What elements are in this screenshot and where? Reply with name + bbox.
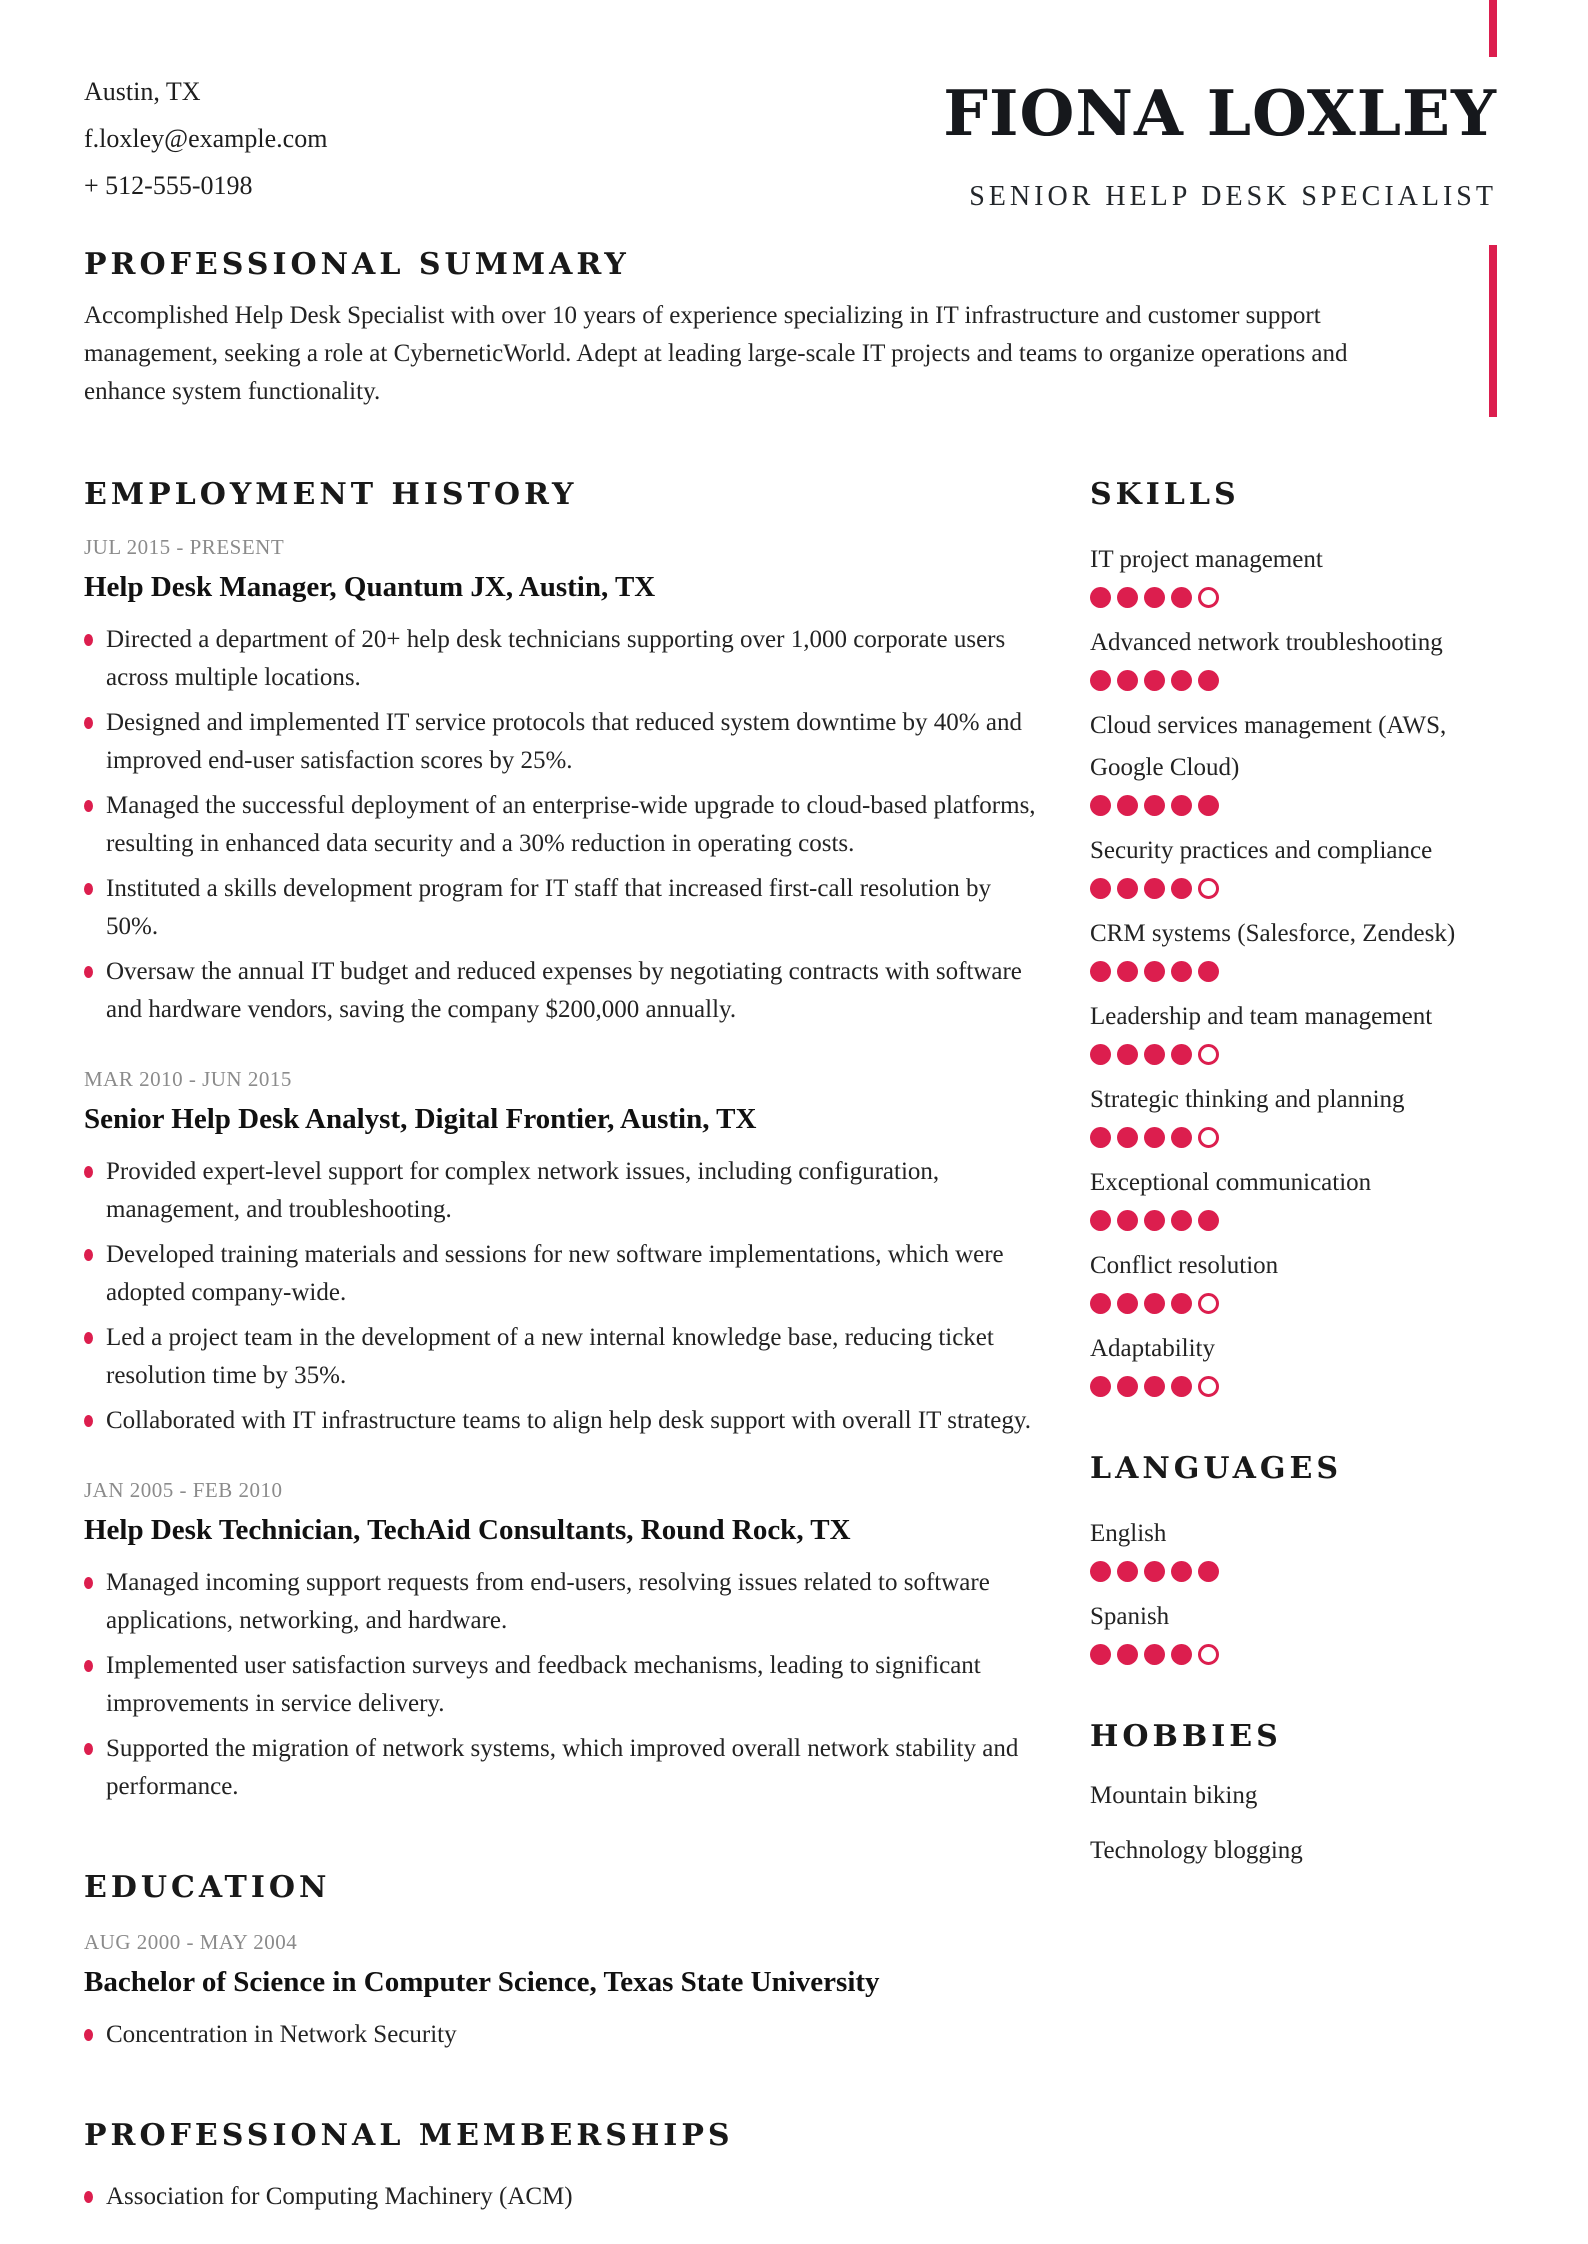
- job-title: Help Desk Manager, Quantum JX, Austin, TX: [84, 571, 656, 603]
- summary-text: Accomplished Help Desk Specialist with over 10 years of experience specializing in IT infrastructure and customer support management, seeking a role at CyberneticWorld. Adept at leading large-scale IT projects and teams to organize operations and enhance system functionality.: [84, 302, 1348, 405]
- skill-item-rating: [1090, 961, 1497, 982]
- summary-section: [84, 247, 1497, 411]
- identity-block: [943, 62, 1497, 211]
- bullet-text: Directed a department of 20+ help desk technicians supporting over 1,000 corporate users across multiple locations.: [106, 626, 1006, 691]
- rating-dot-filled-icon: [1090, 878, 1111, 899]
- skill-item-label: Security practices and compliance: [1090, 837, 1433, 864]
- rating-dot-filled-icon: [1171, 1210, 1192, 1231]
- job-entry: [84, 533, 1044, 1029]
- skill-item-label: Strategic thinking and planning: [1090, 1086, 1405, 1113]
- memberships-section: [84, 2118, 1044, 2216]
- education-bullets: [84, 2016, 1044, 2054]
- language-item-rating: [1090, 1561, 1497, 1582]
- rating-dot-filled-icon: [1144, 1376, 1165, 1397]
- rating-dot-empty-icon: [1198, 587, 1219, 608]
- person-name: FIONA LOXLEY: [943, 76, 1497, 150]
- memberships-heading: PROFESSIONAL MEMBERSHIPS: [84, 2118, 734, 2153]
- hobbies-list: [1090, 1777, 1497, 1870]
- skill-item-label: CRM systems (Salesforce, Zendesk): [1090, 920, 1456, 947]
- left-column: [84, 477, 1044, 2223]
- languages-list: [1090, 1513, 1497, 1665]
- bullet-text: Collaborated with IT infrastructure teams to align help desk support with overall IT strategy.: [106, 1407, 1031, 1434]
- rating-dot-filled-icon: [1117, 1644, 1138, 1665]
- list-item: [84, 953, 1044, 1029]
- skill-item: [1090, 996, 1497, 1065]
- language-item: [1090, 1513, 1497, 1582]
- rating-dot-filled-icon: [1198, 1561, 1219, 1582]
- language-item-label: Spanish: [1090, 1603, 1170, 1630]
- rating-dot-filled-icon: [1198, 1210, 1219, 1231]
- job-title: Senior Help Desk Analyst, Digital Frontier, Austin, TX: [84, 1103, 757, 1135]
- rating-dot-filled-icon: [1144, 1210, 1165, 1231]
- skill-item-rating: [1090, 587, 1497, 608]
- skill-item: [1090, 1079, 1497, 1148]
- list-item: [84, 1647, 1044, 1723]
- skill-item-label: IT project management: [1090, 546, 1323, 573]
- education-heading: EDUCATION: [84, 1870, 331, 1905]
- skill-item-rating: [1090, 878, 1497, 899]
- bullet-icon: [84, 1166, 93, 1178]
- rating-dot-filled-icon: [1117, 1293, 1138, 1314]
- rating-dot-filled-icon: [1144, 1127, 1165, 1148]
- contact-phone: + 512-555-0198: [84, 171, 253, 200]
- employment-section: [84, 477, 1044, 1806]
- skill-item-label: Conflict resolution: [1090, 1252, 1279, 1279]
- rating-dot-filled-icon: [1171, 670, 1192, 691]
- accent-bar-side-icon: [1489, 245, 1497, 417]
- contact-location: Austin, TX: [84, 77, 201, 106]
- jobs-list: [84, 533, 1044, 1806]
- list-item: [84, 621, 1044, 697]
- rating-dot-empty-icon: [1198, 878, 1219, 899]
- rating-dot-filled-icon: [1171, 587, 1192, 608]
- list-item: [84, 1730, 1044, 1806]
- bullet-icon: [84, 1577, 93, 1589]
- contact-block: [84, 62, 327, 211]
- bullet-text: Led a project team in the development of a new internal knowledge base, reducing ticket resolution time by 35%.: [106, 1324, 994, 1389]
- bullet-icon: [84, 2029, 93, 2041]
- rating-dot-filled-icon: [1144, 878, 1165, 899]
- bullet-text: Managed incoming support requests from end-users, resolving issues related to software applications, networking, and hardware.: [106, 1569, 990, 1634]
- hobby-item: Mountain biking: [1090, 1782, 1258, 1809]
- job-dates: MAR 2010 - JUN 2015: [84, 1067, 292, 1091]
- bullet-text: Supported the migration of network systems, which improved overall network stability and performance.: [106, 1735, 1019, 1800]
- rating-dot-filled-icon: [1171, 1561, 1192, 1582]
- rating-dot-filled-icon: [1117, 878, 1138, 899]
- list-item: [84, 787, 1044, 863]
- rating-dot-empty-icon: [1198, 1127, 1219, 1148]
- bullet-text: Concentration in Network Security: [106, 2021, 457, 2048]
- rating-dot-filled-icon: [1117, 1044, 1138, 1065]
- rating-dot-filled-icon: [1144, 795, 1165, 816]
- rating-dot-filled-icon: [1171, 1376, 1192, 1397]
- rating-dot-filled-icon: [1090, 1044, 1111, 1065]
- rating-dot-filled-icon: [1090, 795, 1111, 816]
- list-item: [84, 704, 1044, 780]
- language-item-rating: [1090, 1644, 1497, 1665]
- skill-item-label: Exceptional communication: [1090, 1169, 1372, 1196]
- rating-dot-filled-icon: [1144, 961, 1165, 982]
- list-item: [84, 1153, 1044, 1229]
- skill-item: [1090, 705, 1497, 816]
- skill-item-rating: [1090, 670, 1497, 691]
- skill-item-label: Adaptability: [1090, 1335, 1215, 1362]
- rating-dot-filled-icon: [1090, 1561, 1111, 1582]
- list-item: [84, 870, 1044, 946]
- languages-section: [1090, 1451, 1497, 1665]
- job-bullets: [84, 1564, 1044, 1806]
- rating-dot-filled-icon: [1198, 961, 1219, 982]
- job-entry: [84, 1065, 1044, 1440]
- rating-dot-filled-icon: [1171, 961, 1192, 982]
- rating-dot-filled-icon: [1090, 1376, 1111, 1397]
- rating-dot-filled-icon: [1171, 1644, 1192, 1665]
- job-entry: [84, 1476, 1044, 1806]
- skill-item: [1090, 1162, 1497, 1231]
- skill-item: [1090, 913, 1497, 982]
- rating-dot-filled-icon: [1117, 1210, 1138, 1231]
- skill-item: [1090, 1328, 1497, 1397]
- summary-heading: PROFESSIONAL SUMMARY: [84, 247, 630, 282]
- rating-dot-filled-icon: [1117, 1561, 1138, 1582]
- bullet-icon: [84, 1743, 93, 1755]
- job-bullets: [84, 621, 1044, 1029]
- bullet-text: Association for Computing Machinery (ACM): [106, 2183, 573, 2210]
- bullet-text: Oversaw the annual IT budget and reduced expenses by negotiating contracts with software and hardware vendors, saving the company $200,000 annually.: [106, 958, 1022, 1023]
- language-item-label: English: [1090, 1520, 1167, 1547]
- rating-dot-filled-icon: [1171, 1044, 1192, 1065]
- skill-item-label: Leadership and team management: [1090, 1003, 1433, 1030]
- skill-item: [1090, 1245, 1497, 1314]
- hobbies-heading: HOBBIES: [1090, 1719, 1282, 1754]
- rating-dot-filled-icon: [1117, 961, 1138, 982]
- rating-dot-filled-icon: [1198, 795, 1219, 816]
- rating-dot-filled-icon: [1090, 1127, 1111, 1148]
- rating-dot-filled-icon: [1117, 1376, 1138, 1397]
- education-degree: Bachelor of Science in Computer Science, Texas State University: [84, 1966, 880, 1998]
- rating-dot-filled-icon: [1117, 670, 1138, 691]
- rating-dot-filled-icon: [1171, 795, 1192, 816]
- bullet-text: Implemented user satisfaction surveys and feedback mechanisms, leading to significant improvements in service delivery.: [106, 1652, 981, 1717]
- skills-list: [1090, 539, 1497, 1397]
- rating-dot-filled-icon: [1144, 587, 1165, 608]
- job-bullets: [84, 1153, 1044, 1440]
- right-column: [1090, 477, 1497, 2223]
- bullet-text: Provided expert-level support for complex network issues, including configuration, management, and troubleshooting.: [106, 1158, 940, 1223]
- rating-dot-filled-icon: [1090, 961, 1111, 982]
- bullet-icon: [84, 883, 93, 895]
- bullet-icon: [84, 1332, 93, 1344]
- skill-item: [1090, 539, 1497, 608]
- rating-dot-empty-icon: [1198, 1644, 1219, 1665]
- skill-item-rating: [1090, 1293, 1497, 1314]
- bullet-icon: [84, 800, 93, 812]
- accent-bar-top-icon: [1489, 0, 1497, 57]
- list-item: [84, 1319, 1044, 1395]
- bullet-icon: [84, 1415, 93, 1427]
- hobbies-section: [1090, 1719, 1497, 1870]
- bullet-text: Designed and implemented IT service protocols that reduced system downtime by 40% and improved end-user satisfaction scores by 25%.: [106, 709, 1022, 774]
- skill-item: [1090, 830, 1497, 899]
- job-dates: JUL 2015 - PRESENT: [84, 535, 285, 559]
- bullet-icon: [84, 717, 93, 729]
- person-title: SENIOR HELP DESK SPECIALIST: [969, 181, 1497, 212]
- rating-dot-filled-icon: [1090, 1210, 1111, 1231]
- rating-dot-filled-icon: [1144, 1293, 1165, 1314]
- bullet-icon: [84, 2191, 93, 2203]
- bullet-icon: [84, 1249, 93, 1261]
- education-entry: [84, 1928, 1044, 2054]
- rating-dot-filled-icon: [1171, 1127, 1192, 1148]
- bullet-icon: [84, 634, 93, 646]
- rating-dot-empty-icon: [1198, 1376, 1219, 1397]
- bullet-text: Managed the successful deployment of an enterprise-wide upgrade to cloud-based platforms, resulting in enhanced data security and a 30% reduction in operating costs.: [106, 792, 1036, 857]
- list-item: [84, 2178, 1044, 2216]
- rating-dot-filled-icon: [1090, 670, 1111, 691]
- bullet-icon: [84, 1660, 93, 1672]
- skill-item-rating: [1090, 1127, 1497, 1148]
- rating-dot-filled-icon: [1144, 670, 1165, 691]
- bullet-text: Instituted a skills development program for IT staff that increased first-call resolution by 50%.: [106, 875, 991, 940]
- rating-dot-filled-icon: [1090, 587, 1111, 608]
- language-item: [1090, 1596, 1497, 1665]
- list-item: [84, 1564, 1044, 1640]
- list-item: [84, 1402, 1044, 1440]
- skill-item-rating: [1090, 1376, 1497, 1397]
- rating-dot-filled-icon: [1117, 795, 1138, 816]
- content-columns: [84, 477, 1497, 2223]
- job-title: Help Desk Technician, TechAid Consultants, Round Rock, TX: [84, 1514, 851, 1546]
- list-item: [84, 1236, 1044, 1312]
- rating-dot-filled-icon: [1171, 878, 1192, 899]
- skill-item-label: Cloud services management (AWS, Google Cloud): [1090, 712, 1447, 781]
- rating-dot-filled-icon: [1144, 1561, 1165, 1582]
- contact-email: f.loxley@example.com: [84, 124, 328, 153]
- skill-item: [1090, 622, 1497, 691]
- rating-dot-filled-icon: [1144, 1644, 1165, 1665]
- rating-dot-filled-icon: [1117, 587, 1138, 608]
- rating-dot-filled-icon: [1198, 670, 1219, 691]
- rating-dot-empty-icon: [1198, 1293, 1219, 1314]
- education-dates: AUG 2000 - MAY 2004: [84, 1930, 298, 1954]
- job-dates: JAN 2005 - FEB 2010: [84, 1478, 283, 1502]
- rating-dot-filled-icon: [1090, 1293, 1111, 1314]
- skill-item-rating: [1090, 1044, 1497, 1065]
- education-section: [84, 1870, 1044, 2054]
- skills-heading: SKILLS: [1090, 477, 1240, 512]
- bullet-text: Developed training materials and sessions for new software implementations, which were adopted company-wide.: [106, 1241, 1004, 1306]
- rating-dot-filled-icon: [1090, 1644, 1111, 1665]
- skill-item-rating: [1090, 1210, 1497, 1231]
- skills-section: [1090, 477, 1497, 1397]
- rating-dot-filled-icon: [1144, 1044, 1165, 1065]
- rating-dot-filled-icon: [1117, 1127, 1138, 1148]
- hobby-item: Technology blogging: [1090, 1837, 1303, 1864]
- employment-heading: EMPLOYMENT HISTORY: [84, 477, 578, 512]
- skill-item-rating: [1090, 795, 1497, 816]
- memberships-bullets: [84, 2178, 1044, 2216]
- rating-dot-empty-icon: [1198, 1044, 1219, 1065]
- skill-item-label: Advanced network troubleshooting: [1090, 629, 1443, 656]
- rating-dot-filled-icon: [1171, 1293, 1192, 1314]
- list-item: [84, 2016, 1044, 2054]
- bullet-icon: [84, 966, 93, 978]
- header: [84, 0, 1497, 211]
- languages-heading: LANGUAGES: [1090, 1451, 1343, 1486]
